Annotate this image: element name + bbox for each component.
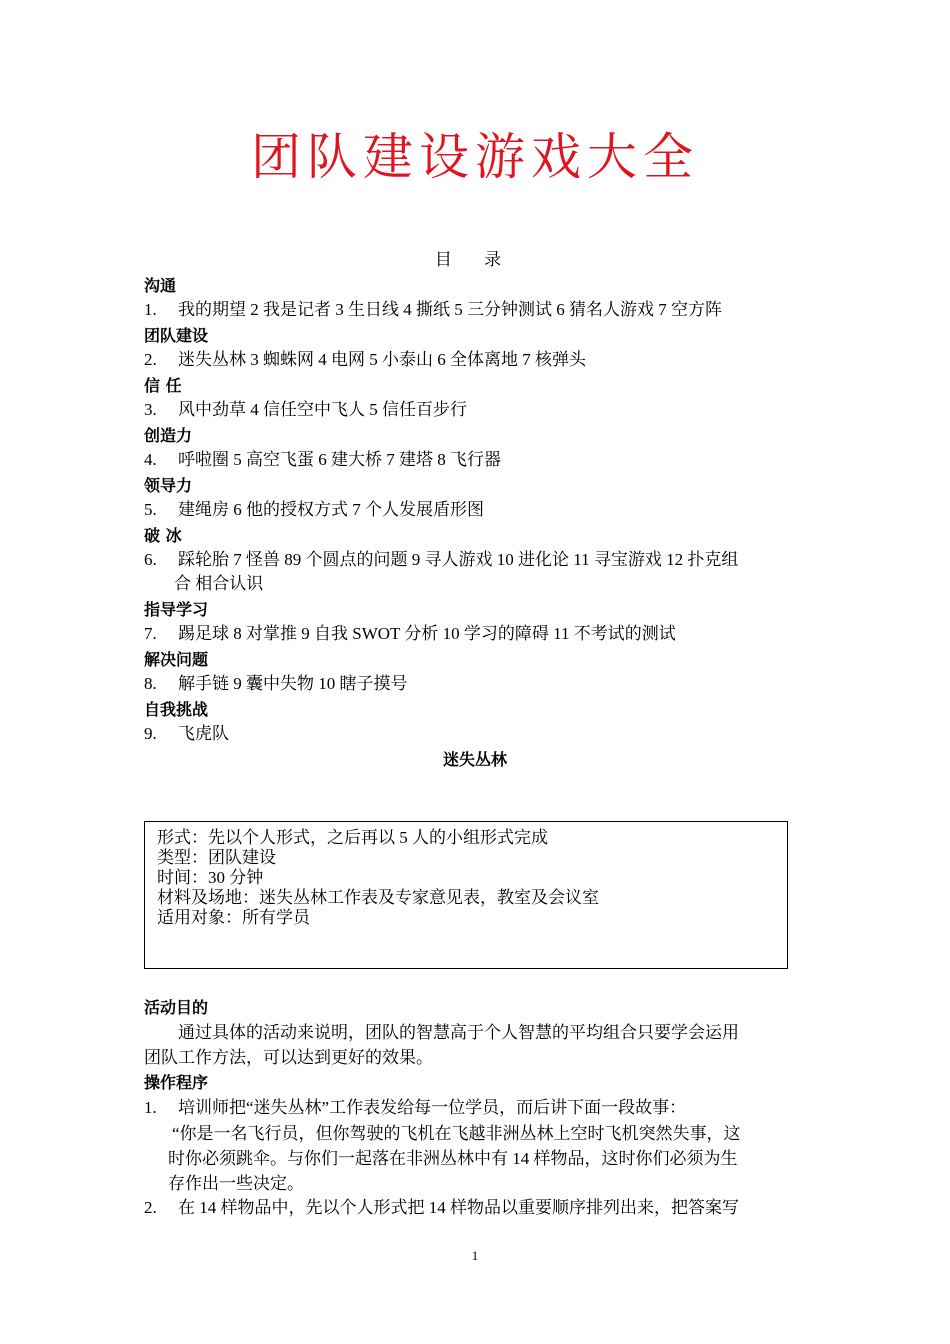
toc-entry-5 [144, 498, 484, 522]
toc-heading-problem-solving: 解决问题 [144, 650, 209, 669]
toc-entry-text: 飞虎队 [178, 724, 229, 743]
toc-heading-trust: 信 任 [144, 376, 182, 395]
section-title: 迷失丛林 [442, 750, 507, 769]
toc-title: 目 录 [434, 250, 516, 269]
procedure-step-1-line-2: “你是一名飞行员，但你驾驶的飞机在飞越非洲丛林上空时飞机突然失事，这 [172, 1124, 741, 1143]
toc-heading-communication: 沟通 [144, 276, 177, 295]
info-materials: 材料及场地：迷失丛林工作表及专家意见表，教室及会议室 [157, 888, 599, 907]
toc-number: 9. [144, 724, 157, 743]
toc-entry-3 [144, 398, 467, 422]
toc-entry-text: 踩轮胎 7 怪兽 89 个圆点的问题 9 寻人游戏 10 进化论 11 寻宝游戏 12 扑克组 [178, 550, 739, 569]
procedure-step-1-line-4: 存作出一些决定。 [168, 1174, 304, 1193]
toc-heading-team-building: 团队建设 [144, 326, 209, 345]
toc-heading-self-challenge: 自我挑战 [144, 700, 209, 719]
purpose-line-2: 团队工作方法，可以达到更好的效果。 [144, 1048, 433, 1067]
step-text: 培训师把“迷失丛林”工作表发给每一位学员，而后讲下面一段故事： [178, 1098, 687, 1117]
procedure-step-1 [144, 1096, 686, 1120]
toc-number: 4. [144, 450, 157, 469]
toc-entry-text: 迷失丛林 3 蜘蛛网 4 电网 5 小泰山 6 全体离地 7 核弹头 [178, 350, 586, 369]
toc-entry-text: 风中劲草 4 信任空中飞人 5 信任百步行 [178, 400, 467, 419]
procedure-step-1-line-3: 时你必须跳伞。与你们一起落在非洲丛林中有 14 样物品，这时你们必须为生 [168, 1149, 738, 1168]
info-type: 类型：团队建设 [157, 848, 276, 867]
toc-number: 5. [144, 500, 157, 519]
toc-heading-leadership: 领导力 [144, 476, 193, 495]
toc-entry-text: 我的期望 2 我是记者 3 生日线 4 撕纸 5 三分钟测试 6 猜名人游戏 7 空方阵 [178, 300, 722, 319]
toc-entry-2 [144, 348, 586, 372]
toc-entry-text: 解手链 9 囊中失物 10 瞎子摸号 [178, 674, 408, 693]
toc-entry-1 [144, 298, 722, 322]
purpose-line-1: 通过具体的活动来说明，团队的智慧高于个人智慧的平均组合只要学会运用 [178, 1023, 739, 1042]
toc-entry-7 [144, 622, 676, 646]
toc-entry-6-continued: 合 相合认识 [174, 574, 264, 593]
procedure-heading: 操作程序 [144, 1073, 209, 1092]
toc-heading-icebreaker: 破 冰 [144, 526, 182, 545]
procedure-step-2 [144, 1196, 739, 1220]
toc-entry-text: 建绳房 6 他的授权方式 7 个人发展盾形图 [178, 500, 484, 519]
toc-entry-8 [144, 672, 408, 696]
toc-entry-text: 踢足球 8 对掌推 9 自我 SWOT 分析 10 学习的障碍 11 不考试的测试 [178, 624, 676, 643]
toc-number: 8. [144, 674, 157, 693]
document-title: 团队建设游戏大全 [251, 128, 699, 186]
info-form: 形式：先以个人形式，之后再以 5 人的小组形式完成 [157, 828, 548, 847]
toc-number: 1. [144, 300, 157, 319]
toc-number: 7. [144, 624, 157, 643]
page-number: 1 [471, 1248, 479, 1263]
activity-info-box [144, 821, 788, 969]
step-number: 2. [144, 1198, 157, 1217]
toc-heading-creativity: 创造力 [144, 426, 193, 445]
toc-heading-coaching: 指导学习 [144, 600, 209, 619]
toc-number: 3. [144, 400, 157, 419]
toc-entry-6 [144, 548, 738, 572]
toc-entry-9 [144, 722, 229, 746]
toc-number: 6. [144, 550, 157, 569]
step-text: 在 14 样物品中，先以个人形式把 14 样物品以重要顺序排列出来，把答案写 [178, 1198, 739, 1217]
toc-entry-text: 呼啦圈 5 高空飞蛋 6 建大桥 7 建塔 8 飞行器 [178, 450, 501, 469]
info-audience: 适用对象：所有学员 [157, 908, 310, 927]
toc-entry-4 [144, 448, 501, 472]
purpose-heading: 活动目的 [144, 998, 209, 1017]
step-number: 1. [144, 1098, 157, 1117]
info-time: 时间：30 分钟 [157, 868, 264, 887]
toc-number: 2. [144, 350, 157, 369]
